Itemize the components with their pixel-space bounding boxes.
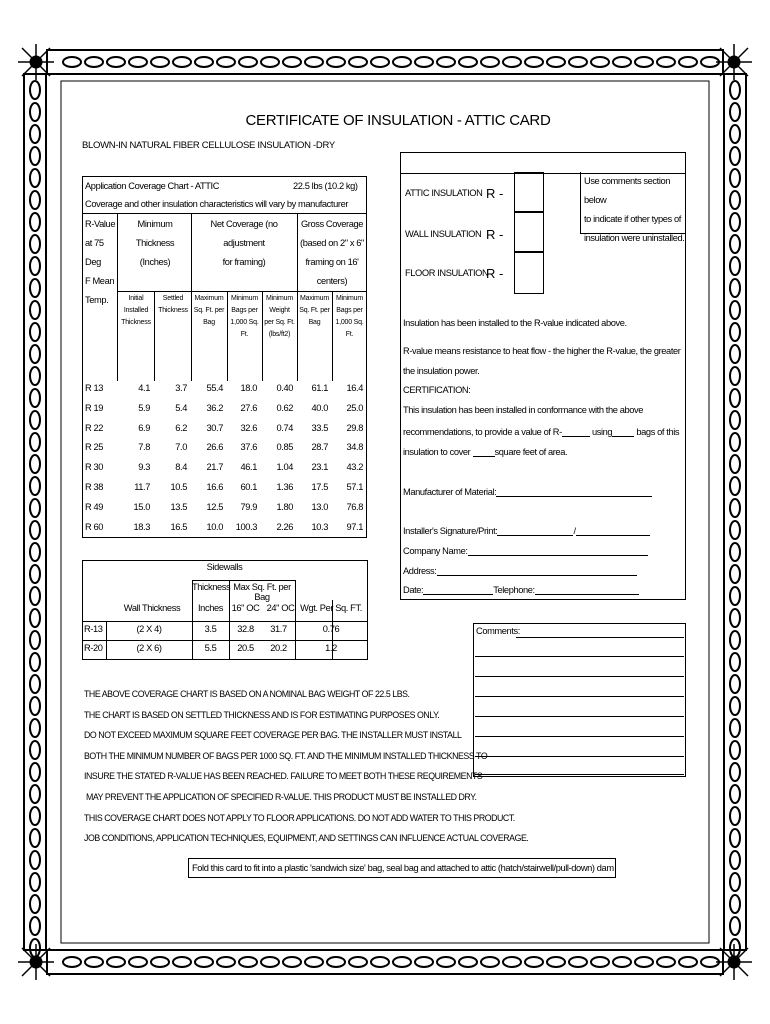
chain-link xyxy=(327,957,345,967)
chain-link xyxy=(239,957,257,967)
chain-link xyxy=(613,957,631,967)
chain-link xyxy=(459,957,477,967)
chain-link xyxy=(30,235,40,253)
chain-link xyxy=(30,301,40,319)
chain-link xyxy=(459,57,477,67)
address-line: Address: xyxy=(403,564,637,576)
chain-link xyxy=(730,213,740,231)
telephone-field[interactable] xyxy=(535,583,639,595)
chain-link xyxy=(30,719,40,737)
coverage-cell: 3.7 xyxy=(175,383,187,393)
chain-link xyxy=(481,57,499,67)
coverage-cell: 8.4 xyxy=(175,462,187,473)
coverage-cell: 43.2 xyxy=(346,462,363,473)
sidewall-r20-24: 20.2 xyxy=(270,643,287,653)
coverage-cell: 5.4 xyxy=(175,402,187,413)
company-line: Company Name: xyxy=(403,544,648,556)
manufacturer-line: Manufacturer of Material: xyxy=(403,485,652,497)
chain-link xyxy=(30,939,40,957)
coverage-row-label: R 49 xyxy=(85,501,104,512)
sub-min-weight-header: Minimum Weight per Sq. Ft. (lbs/ft2) xyxy=(264,295,295,338)
sub-min-bags-header: Minimum Bags per 1,000 Sq. Ft. xyxy=(230,295,259,338)
installer-line: Installer's Signature/Print: / xyxy=(403,524,650,536)
chain-link xyxy=(730,675,740,693)
chain-link xyxy=(415,57,433,67)
chain-link xyxy=(30,257,40,275)
chain-link xyxy=(415,957,433,967)
chain-link xyxy=(30,785,40,803)
certification-line-1: This insulation has been installed in conformance with the above xyxy=(403,405,644,415)
chain-link xyxy=(730,785,740,803)
chain-link xyxy=(730,939,740,957)
chain-link xyxy=(371,57,389,67)
manufacturer-field[interactable] xyxy=(496,485,652,497)
chain-link xyxy=(30,587,40,605)
coverage-cell: 18.3 xyxy=(133,521,150,532)
chain-link xyxy=(30,543,40,561)
chain-link xyxy=(730,829,740,847)
sidewall-r13-16: 32.8 xyxy=(237,624,254,634)
sub-settled-header: Settled Thickness xyxy=(158,295,188,314)
coverage-cell: 12.5 xyxy=(206,501,223,512)
coverage-cell: 36.2 xyxy=(206,402,223,413)
chain-link xyxy=(30,345,40,363)
chain-link xyxy=(30,807,40,825)
chain-link xyxy=(239,57,257,67)
sidewall-r13-24: 31.7 xyxy=(270,624,287,634)
sidewalls-24oc: 24" OC xyxy=(266,603,295,613)
certification-line-3: insulation to cover square feet of area. xyxy=(403,447,568,457)
address-field[interactable] xyxy=(437,564,637,576)
coverage-cell: 13.0 xyxy=(311,501,328,512)
bags-blank[interactable] xyxy=(612,425,634,437)
chain-link xyxy=(613,57,631,67)
rvalue-meaning-1: R-value means resistance to heat flow - the higher the R-value, the greater xyxy=(403,346,681,356)
coverage-cell: 7.8 xyxy=(138,442,150,453)
attic-r-value-field[interactable] xyxy=(514,172,544,212)
coverage-cell: 100.3 xyxy=(235,521,257,532)
chain-link xyxy=(730,345,740,363)
coverage-cell: 2.26 xyxy=(276,521,293,532)
note-line: THE ABOVE COVERAGE CHART IS BASED ON A NOMINAL BAG WEIGHT OF 22.5 LBS. xyxy=(84,689,410,699)
coverage-cell: 60.1 xyxy=(240,482,257,492)
chain-link xyxy=(679,57,697,67)
chain-link xyxy=(730,235,740,253)
col-gross-coverage-header: Gross Coverage (based on 2" x 6" framing on 16' centers) xyxy=(300,219,364,286)
chain-link xyxy=(547,57,565,67)
chain-link xyxy=(730,719,740,737)
chain-link xyxy=(730,543,740,561)
coverage-cell: 0.74 xyxy=(276,422,293,433)
coverage-cell: 30.7 xyxy=(206,422,223,433)
sub-gross-max-header: Maximum Sq. Ft. per Bag xyxy=(299,295,330,326)
chain-link xyxy=(730,367,740,385)
wall-insulation-label: WALL INSULATION xyxy=(405,229,482,239)
coverage-cell: 10.3 xyxy=(311,521,328,532)
certification-heading: CERTIFICATION: xyxy=(403,385,471,395)
coverage-cell: 29.8 xyxy=(346,422,363,433)
chain-link xyxy=(30,917,40,935)
chain-link xyxy=(107,957,125,967)
coverage-cell: 16.6 xyxy=(206,482,223,492)
sidewall-r20-in: 5.5 xyxy=(204,643,217,653)
chain-link xyxy=(525,57,543,67)
coverage-cell: 97.1 xyxy=(346,521,363,532)
note-line: INSURE THE STATED R-VALUE HAS BEEN REACHED. FAILURE TO MEET BOTH THESE REQUIREMENTS xyxy=(84,771,483,782)
chain-link xyxy=(679,957,697,967)
chain-link xyxy=(85,957,103,967)
coverage-cell: 33.5 xyxy=(311,422,328,433)
date-field[interactable] xyxy=(423,583,493,595)
coverage-cell: 13.5 xyxy=(170,501,187,512)
chain-link xyxy=(730,917,740,935)
chain-link xyxy=(591,957,609,967)
coverage-cell: 25.0 xyxy=(346,402,363,413)
sidewall-r20-16: 20.5 xyxy=(237,643,254,653)
chain-link xyxy=(371,957,389,967)
chain-link xyxy=(569,57,587,67)
chain-link xyxy=(730,763,740,781)
sidewalls-wgt: Wgt. Per Sq. FT. xyxy=(300,603,362,613)
sidewalls-table xyxy=(82,560,367,660)
chain-link xyxy=(730,851,740,869)
floor-insulation-label: FLOOR INSULATION xyxy=(405,268,489,278)
chain-link xyxy=(730,81,740,99)
chain-link xyxy=(30,829,40,847)
coverage-cell: 23.1 xyxy=(311,462,328,473)
coverage-cell: 1.80 xyxy=(276,501,293,512)
chain-link xyxy=(730,411,740,429)
sidewall-r13-wall: (2 X 4) xyxy=(136,624,162,634)
sidewalls-max-sqft: Max Sq. Ft. per Bag xyxy=(233,582,291,602)
col-min-thickness-header: Minimum Thickness (Inches) xyxy=(135,219,175,267)
chain-link xyxy=(591,57,609,67)
coverage-chart xyxy=(82,176,367,538)
coverage-cell: 10.5 xyxy=(170,482,187,492)
fold-instruction: Fold this card to fit into a plastic 'sandwich size' bag, seal bag and attached to attic (hatch/stairwell/pull-down) dam xyxy=(188,858,616,878)
note-line: MAY PREVENT THE APPLICATION OF SPECIFIED R-VALUE. THIS PRODUCT MUST BE INSTALLED DRY. xyxy=(84,791,477,802)
chain-link xyxy=(173,957,191,967)
chain-link xyxy=(657,957,675,967)
chain-link xyxy=(30,191,40,209)
coverage-cell: 10.0 xyxy=(206,521,223,532)
comments-label: Comments: xyxy=(476,626,520,636)
note-line: JOB CONDITIONS, APPLICATION TECHNIQUES, EQUIPMENT, AND SETTINGS CAN INFLUENCE ACTUAL COVERAGE. xyxy=(84,833,529,844)
date-telephone-line: Date: Telephone: xyxy=(403,583,639,595)
chain-link xyxy=(30,433,40,451)
coverage-cell: 1.04 xyxy=(276,462,293,473)
chain-link xyxy=(63,57,81,67)
chain-link xyxy=(657,57,675,67)
sidewall-r20: R-20 xyxy=(84,643,103,653)
coverage-cell: 26.6 xyxy=(206,442,223,453)
chain-link xyxy=(283,57,301,67)
col-rvalue-header: R-Value at 75 Deg F Mean Temp. xyxy=(85,219,116,305)
chain-link xyxy=(129,57,147,67)
chain-link xyxy=(730,147,740,165)
product-subtitle: BLOWN-IN NATURAL FIBER CELLULOSE INSULATION -DRY xyxy=(82,140,335,151)
chain-link xyxy=(730,433,740,451)
sub-initial-header: Initial Installed Thickness xyxy=(121,295,151,326)
chain-link xyxy=(30,389,40,407)
sqft-blank[interactable] xyxy=(473,445,495,457)
coverage-cell: 40.0 xyxy=(311,402,328,413)
certification-line-2: recommendations, to provide a value of R- using bags of this xyxy=(403,427,680,437)
installer-print-field[interactable] xyxy=(576,524,650,536)
r-value-blank[interactable] xyxy=(562,425,590,437)
chain-link xyxy=(503,57,521,67)
sub-max-sqft-header: Maximum Sq. Ft. per Bag xyxy=(193,295,225,326)
chain-link xyxy=(30,499,40,517)
note-line: BOTH THE MINIMUM NUMBER OF BAGS PER 1000 SQ. FT. AND THE MINIMUM INSTALLED THICKNESS TO xyxy=(84,750,488,761)
coverage-cell: 5.9 xyxy=(138,402,150,413)
chain-link xyxy=(30,477,40,495)
chain-link xyxy=(30,895,40,913)
sub-gross-min-header: Minimum Bags per 1,000 Sq. Ft. xyxy=(335,295,364,338)
chain-link xyxy=(195,957,213,967)
chain-link xyxy=(730,653,740,671)
coverage-cell: 32.6 xyxy=(240,422,257,433)
sidewalls-16oc: 16" OC xyxy=(231,603,260,613)
chain-link xyxy=(730,323,740,341)
chain-link xyxy=(730,477,740,495)
chain-link xyxy=(349,957,367,967)
coverage-cell: 79.9 xyxy=(240,501,257,512)
coverage-cell: 0.85 xyxy=(276,442,293,453)
coverage-row-label: R 60 xyxy=(85,521,104,532)
comments-box[interactable] xyxy=(473,623,686,777)
chain-link xyxy=(283,957,301,967)
chain-link xyxy=(730,587,740,605)
chain-link xyxy=(730,741,740,759)
coverage-row-label: R 19 xyxy=(85,402,104,413)
sidewalls-thickness: Thickness xyxy=(192,582,231,592)
chain-link xyxy=(30,147,40,165)
chain-link xyxy=(503,957,521,967)
coverage-cell: 0.62 xyxy=(276,402,293,413)
chain-link xyxy=(730,697,740,715)
chain-link xyxy=(217,957,235,967)
coverage-cell: 21.7 xyxy=(206,462,223,473)
sidewalls-inches: Inches xyxy=(198,603,223,613)
chain-link xyxy=(730,191,740,209)
chain-link xyxy=(730,565,740,583)
coverage-row-label: R 30 xyxy=(85,462,104,473)
installed-statement: Insulation has been installed to the R-value indicated above. xyxy=(403,318,627,328)
chain-link xyxy=(261,957,279,967)
chain-link xyxy=(30,653,40,671)
chain-link xyxy=(129,957,147,967)
chain-link xyxy=(730,499,740,517)
coverage-row-label: R 22 xyxy=(85,422,104,433)
chain-link xyxy=(635,957,653,967)
chain-link xyxy=(195,57,213,67)
col-net-coverage-header: Net Coverage (no adjustment for framing) xyxy=(210,219,278,267)
chain-link xyxy=(30,851,40,869)
attic-insulation-label: ATTIC INSULATION xyxy=(405,188,483,198)
sidewall-r20-wgt: 1.2 xyxy=(325,643,337,653)
coverage-cell: 46.1 xyxy=(240,462,257,473)
chain-link xyxy=(730,873,740,891)
chain-link xyxy=(151,957,169,967)
coverage-row-label: R 13 xyxy=(85,383,104,393)
wall-r-value-field[interactable] xyxy=(514,212,544,252)
coverage-cell: 57.1 xyxy=(346,482,363,492)
chain-link xyxy=(730,301,740,319)
floor-r-label: R - xyxy=(486,266,504,281)
chain-link xyxy=(30,169,40,187)
comment-hint-box: Use comments section below to indicate if other types of insulation were uninstalled. xyxy=(580,172,686,234)
coverage-title: Application Coverage Chart - ATTIC xyxy=(85,181,220,191)
wall-r-label: R - xyxy=(486,227,504,242)
chain-link xyxy=(30,741,40,759)
sidewall-r13: R-13 xyxy=(84,624,103,634)
chain-link xyxy=(393,957,411,967)
coverage-cell: 11.7 xyxy=(134,482,150,492)
chain-link xyxy=(85,57,103,67)
coverage-row-label: R 25 xyxy=(85,442,104,453)
chain-link xyxy=(30,455,40,473)
chain-link xyxy=(63,957,81,967)
chain-link xyxy=(107,57,125,67)
chain-link xyxy=(730,609,740,627)
coverage-cell: 37.6 xyxy=(240,442,257,453)
chain-link xyxy=(525,957,543,967)
chain-link xyxy=(30,521,40,539)
coverage-row-label: R 38 xyxy=(85,482,104,492)
page-title: CERTIFICATE OF INSULATION - ATTIC CARD xyxy=(245,112,551,129)
chain-link xyxy=(30,763,40,781)
coverage-cell: 15.0 xyxy=(133,501,150,512)
sidewall-r20-wall: (2 X 6) xyxy=(136,643,162,653)
chain-link xyxy=(730,389,740,407)
chain-link xyxy=(437,957,455,967)
rvalue-meaning-2: the insulation power. xyxy=(403,366,480,376)
coverage-cell: 28.7 xyxy=(311,442,328,453)
coverage-notes xyxy=(84,684,528,849)
coverage-cell: 6.2 xyxy=(175,422,187,433)
chain-link xyxy=(30,565,40,583)
installer-signature-field[interactable] xyxy=(497,524,573,536)
chain-link xyxy=(730,455,740,473)
chain-link xyxy=(437,57,455,67)
note-line: THIS COVERAGE CHART DOES NOT APPLY TO FLOOR APPLICATIONS. DO NOT ADD WATER TO THIS PRODUCT. xyxy=(84,812,515,823)
chain-link xyxy=(30,367,40,385)
coverage-cell: 6.9 xyxy=(138,422,150,433)
sidewalls-wall-thickness: Wall Thickness xyxy=(123,603,181,613)
note-line: DO NOT EXCEED MAXIMUM SQUARE FEET COVERAGE PER BAG. THE INSTALLER MUST INSTALL xyxy=(84,730,462,741)
coverage-cell: 0.40 xyxy=(276,383,293,393)
coverage-cell: 4.1 xyxy=(138,383,150,393)
chain-link xyxy=(305,57,323,67)
chain-link xyxy=(30,323,40,341)
chain-link xyxy=(547,957,565,967)
coverage-cell: 34.8 xyxy=(346,442,363,453)
chain-link xyxy=(173,57,191,67)
chain-link xyxy=(30,213,40,231)
chain-link xyxy=(327,57,345,67)
chain-link xyxy=(30,631,40,649)
chain-link xyxy=(217,57,235,67)
chain-link xyxy=(481,957,499,967)
chain-link xyxy=(261,57,279,67)
chain-link xyxy=(30,609,40,627)
coverage-cell: 7.0 xyxy=(175,442,187,453)
coverage-bag-weight: 22.5 lbs (10.2 kg) xyxy=(293,181,358,191)
chain-link xyxy=(30,697,40,715)
chain-link xyxy=(569,957,587,967)
coverage-cell: 16.4 xyxy=(346,383,363,393)
sidewall-r13-wgt: 0.76 xyxy=(322,624,340,634)
sidewalls-title: Sidewalls xyxy=(206,562,243,572)
chain-link xyxy=(30,873,40,891)
chain-link xyxy=(349,57,367,67)
chain-link xyxy=(730,279,740,297)
chain-link xyxy=(30,81,40,99)
chain-link xyxy=(730,521,740,539)
chain-link xyxy=(730,895,740,913)
coverage-note: Coverage and other insulation characteristics will vary by manufacturer xyxy=(85,199,349,209)
chain-link xyxy=(635,57,653,67)
chain-link xyxy=(730,807,740,825)
chain-link xyxy=(730,257,740,275)
chain-link xyxy=(30,411,40,429)
coverage-cell: 61.1 xyxy=(311,383,328,393)
coverage-cell: 1.36 xyxy=(276,482,293,492)
coverage-cell: 55.4 xyxy=(206,383,223,393)
coverage-cell: 16.5 xyxy=(170,521,187,532)
coverage-cell: 17.5 xyxy=(311,482,328,492)
coverage-cell: 76.8 xyxy=(346,501,363,512)
company-name-field[interactable] xyxy=(468,544,648,556)
chain-link xyxy=(393,57,411,67)
chain-link xyxy=(305,957,323,967)
coverage-cell: 18.0 xyxy=(240,383,257,393)
comments-field[interactable] xyxy=(516,626,684,638)
coverage-cell: 27.6 xyxy=(240,402,257,413)
floor-r-value-field[interactable] xyxy=(514,252,544,294)
attic-r-label: R - xyxy=(486,186,504,201)
chain-link xyxy=(730,169,740,187)
note-line: THE CHART IS BASED ON SETTLED THICKNESS AND IS FOR ESTIMATING PURPOSES ONLY. xyxy=(84,709,440,720)
sidewall-r13-in: 3.5 xyxy=(204,624,217,634)
chain-link xyxy=(30,675,40,693)
chain-link xyxy=(30,279,40,297)
coverage-cell: 9.3 xyxy=(138,462,150,473)
chain-link xyxy=(151,57,169,67)
chain-link xyxy=(730,631,740,649)
